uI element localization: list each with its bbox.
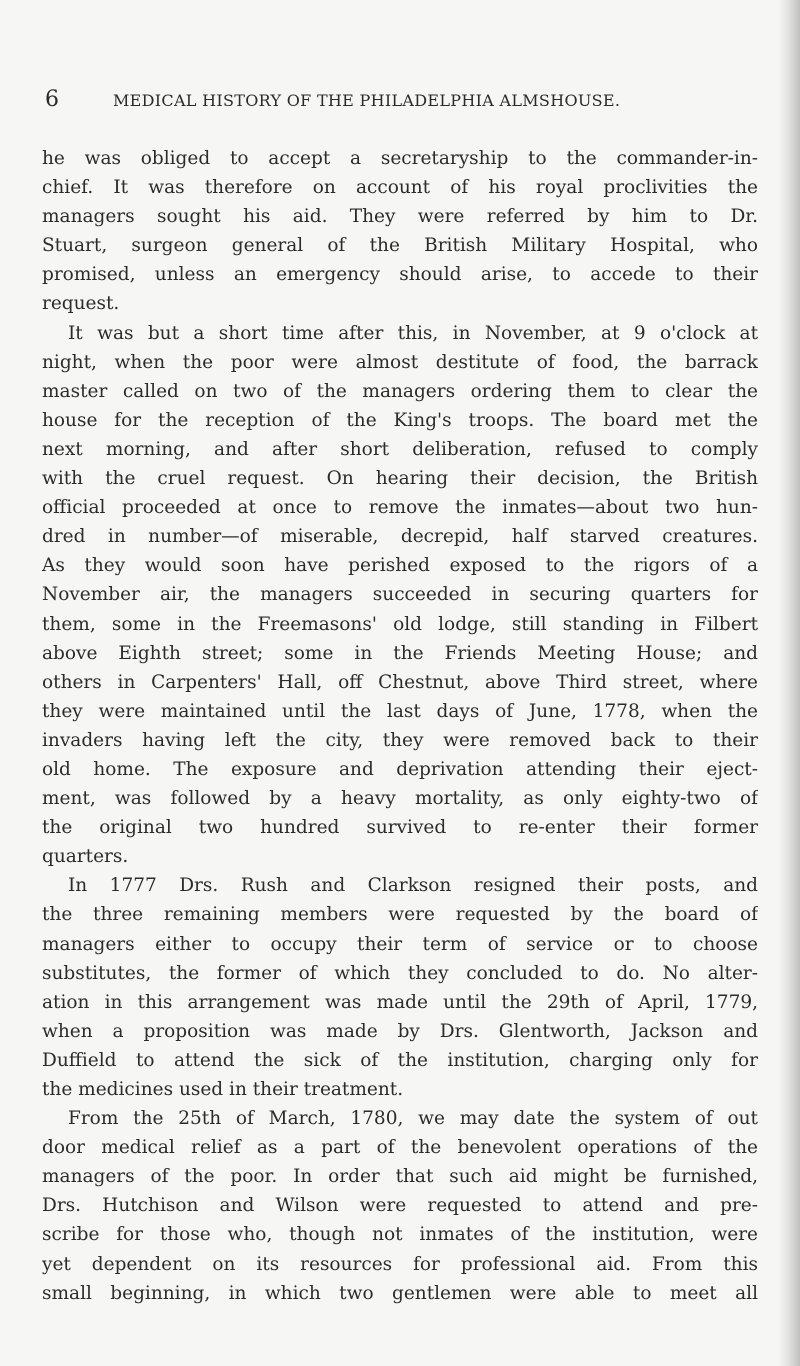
text-line: small beginning, in which two gentlemen were able to meet all [42,1282,758,1304]
text-line: the three remaining members were requested by the board of [42,904,758,926]
body-text [42,144,758,1308]
text-line: Duffield to attend the sick of the institution, charging only for [42,1049,758,1071]
text-line: Stuart, surgeon general of the British Military Hospital, who [42,235,758,257]
text-line: As they would soon have perished exposed to the rigors of a [42,555,758,577]
text-line: door medical relief as a part of the benevolent operations of the [42,1137,758,1159]
text-line: house for the reception of the King's troops. The board met the [42,409,758,431]
text-line: dred in number—of miserable, decrepid, half starved creatures. [42,526,758,548]
text-line: they were maintained until the last days of June, 1778, when the [42,700,758,722]
text-line: yet dependent on its resources for professional aid. From this [42,1253,758,1275]
text-line: November air, the managers succeeded in securing quarters for [42,584,758,606]
text-line: them, some in the Freemasons' old lodge, still standing in Filbert [42,613,758,635]
text-line: with the cruel request. On hearing their decision, the British [42,468,758,490]
text-line: managers sought his aid. They were referred by him to Dr. [42,206,758,228]
text-line: above Eighth street; some in the Friends Meeting House; and [42,642,758,664]
text-line: the medicines used in their treatment. [42,1079,404,1100]
text-line: quarters. [42,846,129,868]
running-head: MEDICAL HISTORY OF THE PHILADELPHIA ALMSHOUSE. [113,91,621,110]
text-line: next morning, and after short deliberation, refused to comply [42,438,758,460]
text-line: others in Carpenters' Hall, off Chestnut, above Third street, where [42,671,758,693]
text-line: It was but a short time after this, in November, at 9 o'clock at [68,322,758,344]
text-line: official proceeded at once to remove the inmates—about two hun- [42,497,758,519]
text-line: he was obliged to accept a secretaryship to the commander-in- [42,148,758,169]
text-line: invaders having left the city, they were removed back to their [42,729,758,751]
text-line: master called on two of the managers ordering them to clear the [42,380,758,402]
text-line: From the 25th of March, 1780, we may date the system of out [68,1108,758,1130]
text-line: when a proposition was made by Drs. Glentworth, Jackson and [42,1020,758,1042]
text-line: request. [42,293,120,315]
text-line: managers either to occupy their term of service or to choose [42,933,758,955]
text-line: night, when the poor were almost destitute of food, the barrack [42,351,758,373]
text-line: managers of the poor. In order that such aid might be furnished, [42,1166,758,1188]
text-line: In 1777 Drs. Rush and Clarkson resigned their posts, and [68,875,758,897]
text-line: chief. It was therefore on account of his royal proclivities the [42,177,758,199]
page-header [45,87,765,125]
text-line: scribe for those who, though not inmates of the institution, were [42,1224,758,1246]
text-line: promised, unless an emergency should arise, to accede to their [42,264,758,286]
text-line: ation in this arrangement was made until the 29th of April, 1779, [42,991,758,1013]
text-line: Drs. Hutchison and Wilson were requested to attend and pre- [42,1195,758,1217]
text-line: substitutes, the former of which they concluded to do. No alter- [42,962,758,984]
page-edge-shadow [778,0,800,1366]
page-number: 6 [45,87,59,112]
text-line: old home. The exposure and deprivation attending their eject- [42,758,758,780]
text-line: ment, was followed by a heavy mortality, as only eighty-two of [42,788,758,810]
text-line: the original two hundred survived to re-enter their former [42,817,758,839]
